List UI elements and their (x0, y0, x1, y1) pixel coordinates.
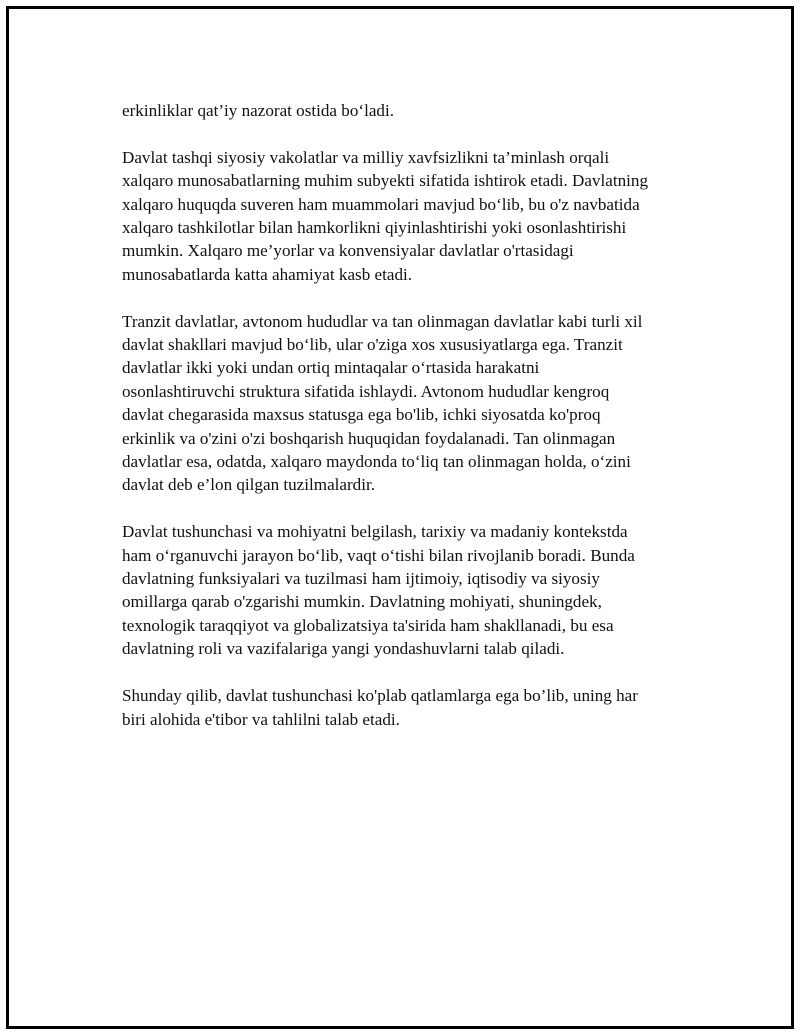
text-line: davlatning funksiyalari va tuzilmasi ham ijtimoiy, iqtisodiy va siyosiy (122, 569, 600, 589)
paragraph-4 (122, 520, 702, 660)
text-line: xalqaro huquqda suveren ham muammolari mavjud bo‘lib, bu o'z navbatida (122, 194, 640, 214)
text-line: davlatning roli va vazifalariga yangi yondashuvlarni talab qiladi. (122, 639, 565, 659)
text-line: munosabatlarda katta ahamiyat kasb etadi. (122, 264, 413, 284)
text-line: Tranzit davlatlar, avtonom hududlar va tan olinmagan davlatlar kabi turli xil (122, 311, 643, 331)
text-line: mumkin. Xalqaro me’yorlar va konvensiyalar davlatlar o'rtasidagi (122, 241, 574, 261)
text-line: davlatlar esa, odatda, xalqaro maydonda to‘liq tan olinmagan holda, o‘zini (122, 452, 631, 472)
text-line: davlatlar ikki yoki undan ortiq mintaqalar o‘rtasida harakatni (122, 358, 540, 378)
text-line: texnologik taraqqiyot va globalizatsiya ta'sirida ham shakllanadi, bu esa (122, 615, 614, 635)
text-line: davlat chegarasida maxsus statusga ega bo'lib, ichki siyosatda ko'proq (122, 405, 601, 425)
document-body (122, 99, 702, 754)
text-line: Davlat tushunchasi va mohiyatni belgilash, tarixiy va madaniy kontekstda (122, 522, 628, 542)
text-line: biri alohida e'tibor va tahlilni talab etadi. (122, 709, 400, 729)
paragraph-3 (122, 310, 702, 497)
text-line: erkinlik va o'zini o'zi boshqarish huquqidan foydalanadi. Tan olinmagan (122, 428, 616, 448)
text-line: xalqaro tashkilotlar bilan hamkorlikni qiyinlashtirishi yoki osonlashtirishi (122, 218, 627, 238)
document-page (6, 6, 794, 1029)
text-line: osonlashtiruvchi struktura sifatida ishlaydi. Avtonom hududlar kengroq (122, 381, 610, 401)
text-line: davlat shakllari mavjud bo‘lib, ular o'ziga xos xususiyatlarga ega. Tranzit (122, 335, 623, 355)
paragraph-2 (122, 146, 702, 286)
text-line: Davlat tashqi siyosiy vakolatlar va milliy xavfsizlikni ta’minlash orqali (122, 147, 610, 167)
paragraph-1 (122, 99, 702, 122)
paragraph-5 (122, 684, 702, 731)
text-line: xalqaro munosabatlarning muhim subyekti sifatida ishtirok etadi. Davlatning (122, 171, 649, 191)
text-line: omillarga qarab o'zgarishi mumkin. Davlatning mohiyati, shuningdek, (122, 592, 602, 612)
text-line: ham o‘rganuvchi jarayon bo‘lib, vaqt o‘tishi bilan rivojlanib boradi. Bunda (122, 545, 635, 565)
text-line: Shunday qilib, davlat tushunchasi ko'plab qatlamlarga ega bo’lib, uning har (122, 686, 638, 706)
text-line: erkinliklar qat’iy nazorat ostida bo‘ladi. (122, 101, 394, 120)
text-line: davlat deb e’lon qilgan tuzilmalardir. (122, 475, 376, 495)
